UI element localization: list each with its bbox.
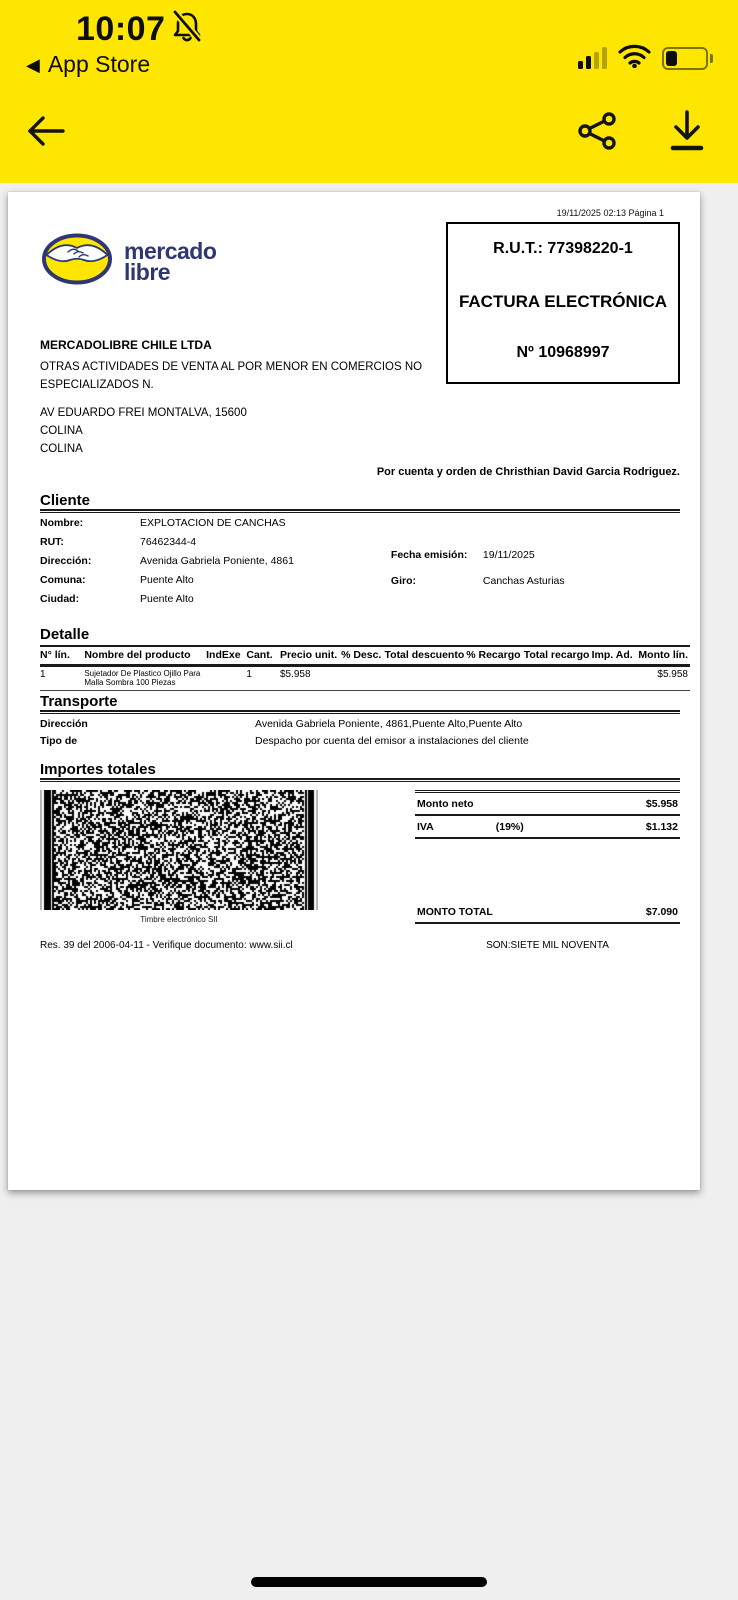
monto-neto-row: Monto neto $5.958: [415, 790, 680, 816]
document-type: FACTURA ELECTRÓNICA: [458, 292, 668, 311]
pdf-viewer[interactable]: [0, 183, 738, 1600]
bell-muted-icon: [171, 10, 203, 49]
cliente-ciudad: Ciudad: Puente Alto: [40, 593, 194, 605]
back-triangle-icon: ◀: [26, 54, 40, 75]
detalle-row: 1 Sujetador De Plastico Ojillo Para Malla Sombra 100 Piezas 1 $5.958 $5.958: [40, 666, 690, 691]
issuer-rut: R.U.T.: 77398220-1: [493, 240, 633, 257]
sii-stamp: [40, 790, 318, 924]
cliente-comuna: Comuna: Puente Alto: [40, 574, 194, 586]
section-rule: [40, 509, 680, 513]
mercadolibre-logo: [40, 232, 216, 291]
importes-heading: Importes totales: [40, 761, 156, 778]
detalle-header-row: N° lín. Nombre del producto IndExe Cant. Precio unit. % Desc. Total descuento % Recargo Total recargo Imp. Ad. Monto lín.: [40, 646, 690, 666]
share-icon: [578, 111, 616, 154]
fecha-emision: Fecha emisión: 19/11/2025: [390, 549, 535, 561]
back-to-app-store[interactable]: [26, 51, 203, 78]
monto-total-row: MONTO TOTAL $7.090: [415, 901, 680, 924]
invoice-number: Nº 10968997: [516, 344, 610, 361]
detalle-heading: Detalle: [40, 626, 90, 643]
cliente-heading: Cliente: [40, 492, 91, 509]
issuer-comuna: COLINA: [40, 425, 83, 437]
download-icon: [668, 109, 706, 156]
sii-resolution: Res. 39 del 2006-04-11 - Verifique documento: www.sii.cl: [40, 940, 293, 951]
on-behalf-note: Por cuenta y orden de Christhian David Garcia Rodriguez.: [376, 466, 680, 478]
cliente-nombre: Nombre: EXPLOTACION DE CANCHAS: [40, 517, 286, 529]
back-app-label: App Store: [47, 51, 151, 77]
stamp-caption: Timbre electrónico SII: [140, 915, 218, 924]
home-indicator[interactable]: [251, 1577, 487, 1587]
cliente-direccion: Dirección: Avenida Gabriela Poniente, 4861: [40, 555, 294, 567]
status-bar: [0, 0, 738, 92]
wifi-icon: [618, 44, 651, 73]
giro: Giro: Canchas Asturias: [390, 575, 565, 587]
transporte-tipo: Tipo de Despacho por cuenta del emisor a instalaciones del cliente: [40, 735, 529, 747]
cliente-section: [40, 517, 690, 612]
cliente-rut: RUT: 76462344-4: [40, 536, 197, 548]
totals-table: [415, 790, 680, 924]
fiscal-header-box: [446, 222, 680, 384]
iva-row: IVA (19%) $1.132: [415, 816, 680, 839]
transporte-heading: Transporte: [40, 693, 118, 710]
download-button[interactable]: [664, 105, 710, 160]
issuer-block: [40, 336, 460, 458]
detalle-table: [40, 645, 690, 691]
amount-in-words: SON:SIETE MIL NOVENTA: [486, 940, 609, 951]
back-button[interactable]: [22, 110, 70, 155]
transporte-direccion: Dirección Avenida Gabriela Poniente, 4861,Puente Alto,Puente Alto: [40, 718, 523, 730]
cellular-signal-icon: [578, 47, 607, 69]
transporte-section: [40, 718, 690, 747]
status-time: 10:07: [76, 10, 166, 48]
document-toolbar: [0, 92, 738, 183]
importes-section: [40, 790, 690, 924]
sii-barcode: [40, 790, 318, 910]
issuer-city: COLINA: [40, 443, 83, 455]
battery-icon: [662, 47, 708, 70]
section-rule: [40, 710, 680, 714]
invoice-page: [8, 192, 700, 1190]
issuer-name: MERCADOLIBRE CHILE LTDA: [40, 338, 212, 352]
section-rule: [40, 778, 680, 782]
print-meta: 19/11/2025 02:13 Página 1: [556, 208, 664, 218]
issuer-activity: OTRAS ACTIVIDADES DE VENTA AL POR MENOR EN COMERCIOS NO ESPECIALIZADOS N.: [40, 361, 423, 391]
logo-wordmark: mercado libre: [124, 237, 217, 285]
share-button[interactable]: [574, 107, 620, 158]
app-header: [0, 0, 738, 183]
issuer-address: AV EDUARDO FREI MONTALVA, 15600: [40, 407, 247, 419]
back-arrow-icon: [26, 114, 66, 151]
handshake-oval-icon: [40, 232, 114, 291]
